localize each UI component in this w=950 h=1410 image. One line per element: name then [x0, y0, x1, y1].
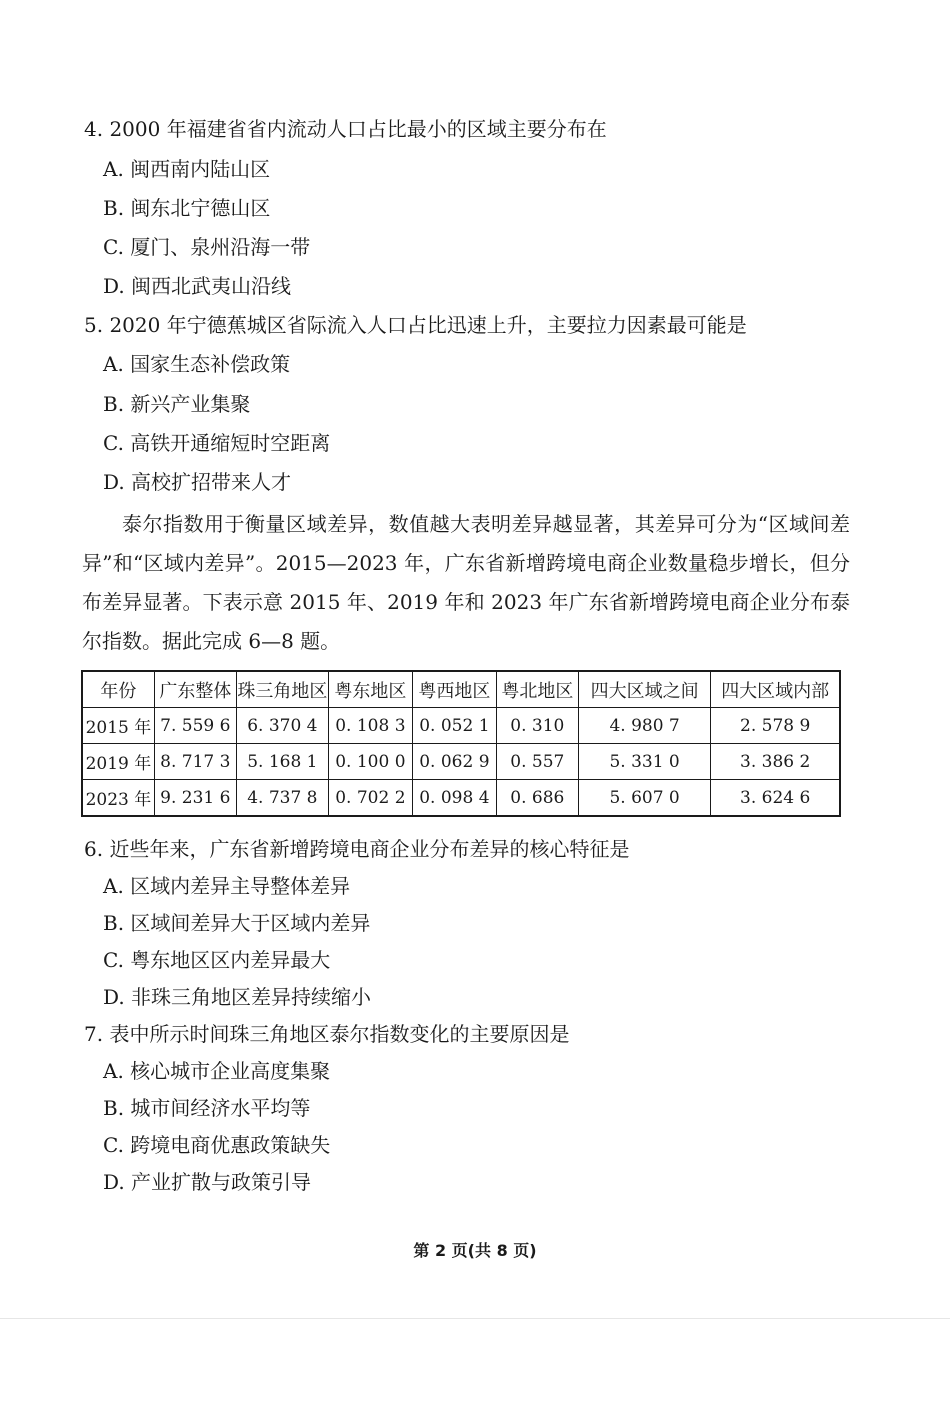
passage-text: 泰尔指数用于衡量区域差异，数值越大表明差异越显著，其差异可分为“区域间差异”和“区域内差异”。2015—2023 年，广东省新增跨境电商企业数量稳步增长，但分布差异显著。下表示意 2015 年、2019 年和 2023 年广东省新增跨境电商企业分布泰尔指数。据此完成 6—8 题。 [82, 512, 850, 653]
page-divider [0, 1318, 950, 1319]
question-7-option-a: A. 核心城市企业高度集聚 [103, 1059, 331, 1083]
table-cell: 3. 386 2 [711, 744, 840, 780]
table-cell: 5. 607 0 [578, 780, 711, 817]
table-cell: 0. 557 [496, 744, 578, 780]
question-7-stem: 7. 表中所示时间珠三角地区泰尔指数变化的主要原因是 [84, 1022, 570, 1046]
question-7-option-c: C. 跨境电商优惠政策缺失 [103, 1133, 331, 1157]
table-cell: 3. 624 6 [711, 780, 840, 817]
table-cell: 0. 310 [496, 708, 578, 744]
table-cell: 0. 702 2 [328, 780, 412, 817]
table-cell: 9. 231 6 [154, 780, 236, 817]
question-7-option-b: B. 城市间经济水平均等 [103, 1096, 311, 1120]
table-header-prd: 珠三角地区 [236, 671, 328, 708]
question-4-option-d: D. 闽西北武夷山沿线 [103, 274, 292, 298]
table-cell: 0. 686 [496, 780, 578, 817]
question-5-option-a: A. 国家生态补偿政策 [103, 352, 291, 376]
table-header-guangdong: 广东整体 [154, 671, 236, 708]
question-6-option-c: C. 粤东地区区内差异最大 [103, 948, 331, 972]
table-cell: 2019 年 [82, 744, 154, 780]
table-cell: 2015 年 [82, 708, 154, 744]
table-cell: 0. 052 1 [412, 708, 496, 744]
table-cell: 6. 370 4 [236, 708, 328, 744]
table-cell: 2. 578 9 [711, 708, 840, 744]
table-cell: 4. 737 8 [236, 780, 328, 817]
question-6-option-d: D. 非珠三角地区差异持续缩小 [103, 985, 372, 1009]
question-4-option-b: B. 闽东北宁德山区 [103, 196, 271, 220]
table-header-east: 粤东地区 [328, 671, 412, 708]
question-4-option-a: A. 闽西南内陆山区 [103, 157, 271, 181]
question-5-option-d: D. 高校扩招带来人才 [103, 470, 292, 494]
question-4-stem: 4. 2000 年福建省省内流动人口占比最小的区域主要分布在 [84, 117, 607, 141]
table-cell: 0. 108 3 [328, 708, 412, 744]
question-5-option-b: B. 新兴产业集聚 [103, 392, 251, 416]
table-cell: 5. 168 1 [236, 744, 328, 780]
table-header-west: 粤西地区 [412, 671, 496, 708]
table-cell: 5. 331 0 [578, 744, 711, 780]
table-cell: 0. 100 0 [328, 744, 412, 780]
table-cell: 7. 559 6 [154, 708, 236, 744]
table-cell: 0. 062 9 [412, 744, 496, 780]
table-header-row [82, 671, 840, 708]
question-6-option-a: A. 区域内差异主导整体差异 [103, 874, 351, 898]
table-header-between: 四大区域之间 [578, 671, 711, 708]
table-header-year: 年份 [82, 671, 154, 708]
question-5-option-c: C. 高铁开通缩短时空距离 [103, 431, 331, 455]
table-cell: 8. 717 3 [154, 744, 236, 780]
table-header-within: 四大区域内部 [711, 671, 840, 708]
table-header-north: 粤北地区 [496, 671, 578, 708]
question-6-stem: 6. 近些年来，广东省新增跨境电商企业分布差异的核心特征是 [84, 837, 630, 861]
table-row [82, 708, 840, 744]
table-row [82, 744, 840, 780]
theil-index-table [81, 670, 841, 817]
table-cell: 0. 098 4 [412, 780, 496, 817]
page-number: 第 2 页(共 8 页) [413, 1241, 537, 1260]
table-row [82, 780, 840, 817]
question-7-option-d: D. 产业扩散与政策引导 [103, 1170, 312, 1194]
question-4-option-c: C. 厦门、泉州沿海一带 [103, 235, 311, 259]
question-5-stem: 5. 2020 年宁德蕉城区省际流入人口占比迅速上升，主要拉力因素最可能是 [84, 313, 747, 337]
table-cell: 2023 年 [82, 780, 154, 817]
table-cell: 4. 980 7 [578, 708, 711, 744]
question-6-option-b: B. 区域间差异大于区域内差异 [103, 911, 371, 935]
